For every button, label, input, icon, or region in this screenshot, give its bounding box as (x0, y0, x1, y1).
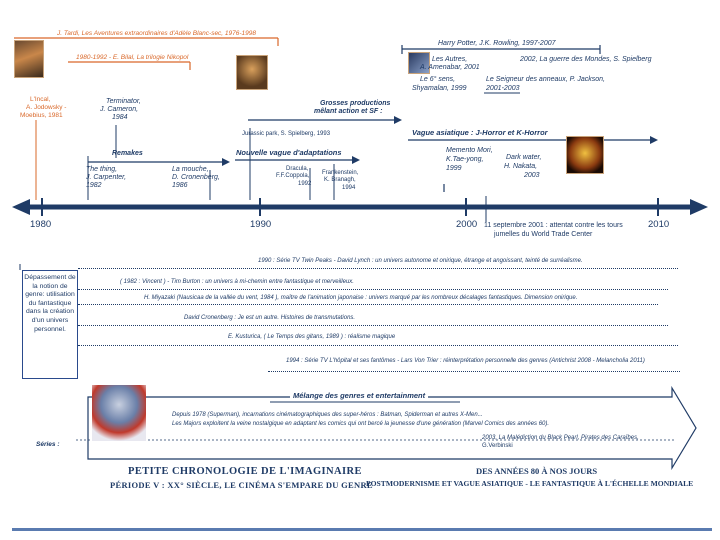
axis-tick-1980: 1980 (30, 219, 52, 230)
dracula-title: Dracula, (286, 166, 309, 172)
mouche-year: 1986 (172, 182, 188, 189)
axis-tick-1990: 1990 (250, 219, 272, 230)
dark-water-year: 2003 (524, 172, 540, 179)
captain-america-image (92, 385, 146, 441)
grosses-productions-label: Grosses productions (320, 100, 391, 107)
tim-burton-label: ( 1982 : Vincent ) - Tim Burton : un univers à mi-chemin entre fantastique et merveilleux. (120, 279, 354, 285)
incal-year: Moebius, 1981 (20, 112, 63, 119)
mouche-author: D. Cronenberg, (172, 174, 220, 181)
kusturica-label: E. Kusturica, ( Le Temps des gitans, 1989 ) : réalisme magique (228, 334, 396, 340)
kusturica-line (78, 345, 678, 346)
terminator-year: 1984 (112, 114, 128, 121)
memento-mori-year: 1999 (446, 165, 462, 172)
dark-water-author: H. Nakata, (504, 163, 538, 170)
bilal-label: 1980-1992 - E. Bilal, La trilogie Nikopol (76, 54, 189, 61)
bottom-rule (12, 528, 712, 531)
tardi-label: J. Tardi, Les Aventures extraordinaires d'Adèle Blanc-sec, 1976-1998 (57, 30, 257, 37)
pirates-author: G.Verbinski (482, 443, 513, 449)
les-autres-title: Les Autres, (432, 56, 468, 63)
tardi-portrait-image (14, 40, 44, 78)
sixth-sense-author: Shyamalan, 1999 (412, 85, 467, 92)
super-heros-line-2: Les Majors exploitent la veine nostalgique en adaptant les comics qui ont bercé la jeunesse d'une génération (Marvel Comics des années 60). (172, 421, 550, 427)
les-autres-author: A. Amenabar, 2001 (420, 64, 480, 71)
seigneur-years: 2001-2003 (486, 85, 520, 92)
thing-title: The thing, (86, 166, 118, 173)
lars-von-trier-label: 1994 : Série TV L'hôpital et ses fantômes - Lars Von Trier : réinterprétation personnelle des genres (Antichrist 2008 - Melancholia 2011) (286, 358, 645, 364)
thing-author: J. Carpenter, (86, 174, 127, 181)
footer-title-main: PETITE CHRONOLOGIE DE L'IMAGINAIRE (128, 466, 362, 477)
terminator-title: Terminator, (106, 98, 141, 105)
september-11-label: 11 septembre 2001 : attentat contre les tours (484, 222, 623, 229)
series-label: Séries : (36, 441, 60, 448)
incal-author: A. Jodowsky - (26, 104, 67, 111)
mouche-title: La mouche, (172, 166, 209, 173)
dark-water-title: Dark water, (506, 154, 542, 161)
melange-label: Mélange des genres et entertainment (290, 392, 428, 401)
tim-burton-line (78, 289, 668, 290)
guerre-des-mondes-label: 2002, La guerre des Mondes, S. Spielberg (520, 56, 652, 63)
miyazaki-label: H. Miyazaki (Nausicaa de la vallée du vent, 1984 ), maître de l'animation japonaise : univers marqué par les nombreux décalages fantastiques. Dimension onirique. (144, 295, 578, 301)
thing-year: 1982 (86, 182, 102, 189)
grosses-productions-label-2: mêlant action et SF : (314, 108, 383, 115)
cronenberg-line (78, 325, 668, 326)
asian-horror-image (566, 136, 604, 174)
seigneur-title: Le Seigneur des anneaux, P. Jackson, (486, 76, 605, 83)
super-heros-line-1: Depuis 1978 (Superman), incarnations cinématographiques des super-héros : Batman, Spiderman et autres X-Men... (172, 412, 483, 418)
axis-tick-2000: 2000 (456, 219, 478, 230)
incal-title: L'Incal, (30, 96, 51, 103)
bilal-artwork-image (236, 55, 268, 90)
vague-asiatique-label: Vague asiatique : J-Horror et K-Horror (412, 128, 548, 137)
jurassic-park-label: Jurassic park, S. Spielberg, 1993 (242, 131, 331, 137)
twin-peaks-line (78, 268, 678, 269)
miyazaki-line (78, 304, 658, 305)
memento-mori-author: K.Tae-yong, (446, 156, 484, 163)
dracula-author: F.F.Coppola, (276, 173, 310, 179)
remakes-label: Remakes (112, 150, 143, 157)
footer-right-title: DES ANNÉES 80 À NOS JOURS (476, 466, 598, 476)
axis-tick-2010: 2010 (648, 219, 670, 230)
footer-title-period: PÉRIODE V : XX° SIÈCLE, LE CINÉMA S'EMPARE DU GENRE (110, 480, 373, 490)
sixth-sense-title: Le 6° sens, (420, 76, 456, 83)
terminator-author: J. Cameron, (100, 106, 139, 113)
dracula-year: 1992 (298, 181, 312, 187)
nouvelle-vague-label: Nouvelle vague d'adaptations (236, 148, 342, 157)
footer-right-subtitle: POSTMODERNISME ET VAGUE ASIATIQUE - LE FANTASTIQUE À L'ÉCHELLE MONDIALE (366, 479, 694, 488)
frankenstein-author: K. Branagh, (324, 177, 356, 183)
september-11-label-2: jumelles du World Trade Center (494, 231, 593, 238)
twin-peaks-label: 1990 : Série TV Twin Peaks - David Lynch : un univers autonome et onirique, étrange et angoissant, teinté de surréalisme. (258, 258, 583, 264)
depassement-box: Dépassement de la notion de genre: utilisation du fantastique dans la création d'un univers personnel. (22, 270, 78, 379)
frankenstein-year: 1994 (342, 185, 356, 191)
pirates-title: 2003, La Malédiction du Black Pearl, Pirates des Caraïbes, (482, 435, 639, 441)
memento-mori-title: Memento Mori, (446, 147, 493, 154)
harry-potter-label: Harry Potter, J.K. Rowling, 1997-2007 (438, 40, 556, 47)
lars-von-trier-line (268, 371, 680, 372)
cronenberg-label: David Cronenberg : Je est un autre. Histoires de transmutations. (184, 315, 356, 321)
frankenstein-title: Frankenstein, (322, 170, 359, 176)
